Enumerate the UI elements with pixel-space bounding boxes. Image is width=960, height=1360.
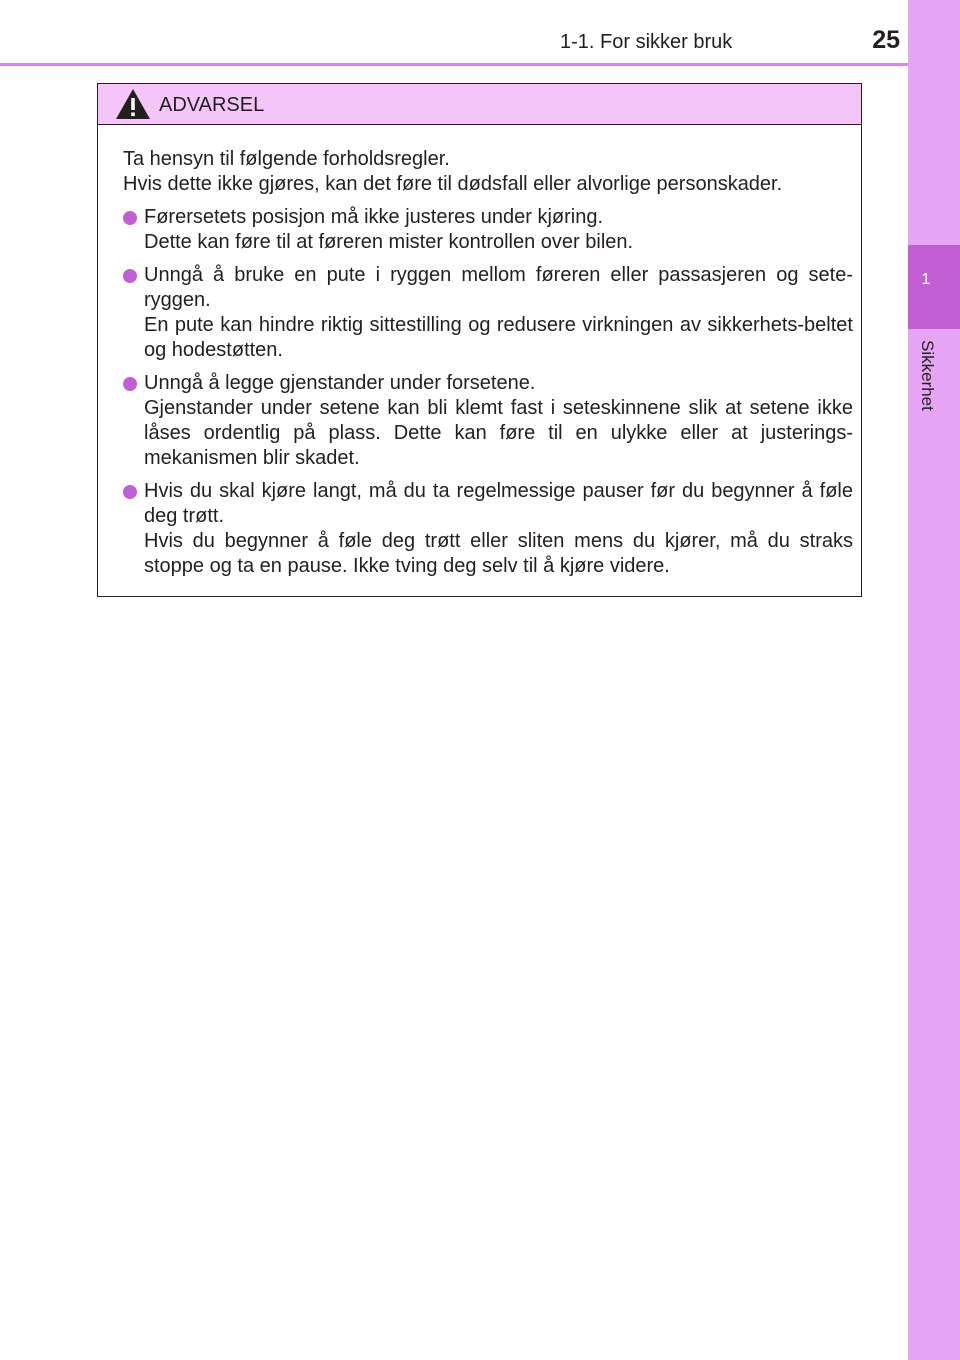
list-item [123,371,853,471]
bullet-dot-icon [123,377,137,391]
chapter-label: Sikkerhet [918,340,937,411]
bullet-dot-icon [123,269,137,283]
list-item-main: Førersetets posisjon må ikke justeres under kjøring. [144,206,604,228]
header-divider [0,63,908,66]
list-item-detail: Dette kan føre til at føreren mister kontrollen over bilen. [144,231,634,253]
chapter-number: 1 [921,271,931,288]
warning-body [98,125,861,579]
page-number: 25 [872,26,900,54]
list-item [123,263,853,363]
warning-header [98,84,861,125]
list-item [123,205,853,255]
section-title: 1-1. For sikker bruk [560,31,733,53]
list-item-main: Hvis du skal kjøre langt, må du ta regelmessige pauser før du begynner å føle deg trøtt. [144,480,853,527]
list-item-detail: Gjenstander under setene kan bli klemt fast i seteskinnene slik at setene ikke låses ordentlig på plass. Dette kan føre til en ulykke eller at justerings-mekanismen blir skadet. [144,397,853,469]
list-item-detail: Hvis du begynner å føle deg trøtt eller sliten mens du kjører, må du straks stoppe og ta en pause. Ikke tving deg selv til å kjøre videre. [144,530,853,577]
list-item-detail: En pute kan hindre riktig sittestilling og redusere virkningen av sikkerhets-beltet og hodestøtten. [144,314,853,361]
warning-intro-line: Hvis dette ikke gjøres, kan det føre til dødsfall eller alvorlige personskader. [123,173,783,195]
warning-intro-line: Ta hensyn til følgende forholdsregler. [123,148,450,170]
bullet-dot-icon [123,485,137,499]
warning-title: ADVARSEL [159,94,265,116]
list-item [123,479,853,579]
list-item-main: Unngå å legge gjenstander under forsetene. [144,372,536,394]
side-tab-strip [908,0,960,1360]
warning-box [97,83,862,597]
warning-list [123,205,853,579]
warning-triangle-icon [115,88,151,120]
list-item-main: Unngå å bruke en pute i ryggen mellom føreren eller passasjeren og sete-ryggen. [144,264,853,311]
bullet-dot-icon [123,211,137,225]
